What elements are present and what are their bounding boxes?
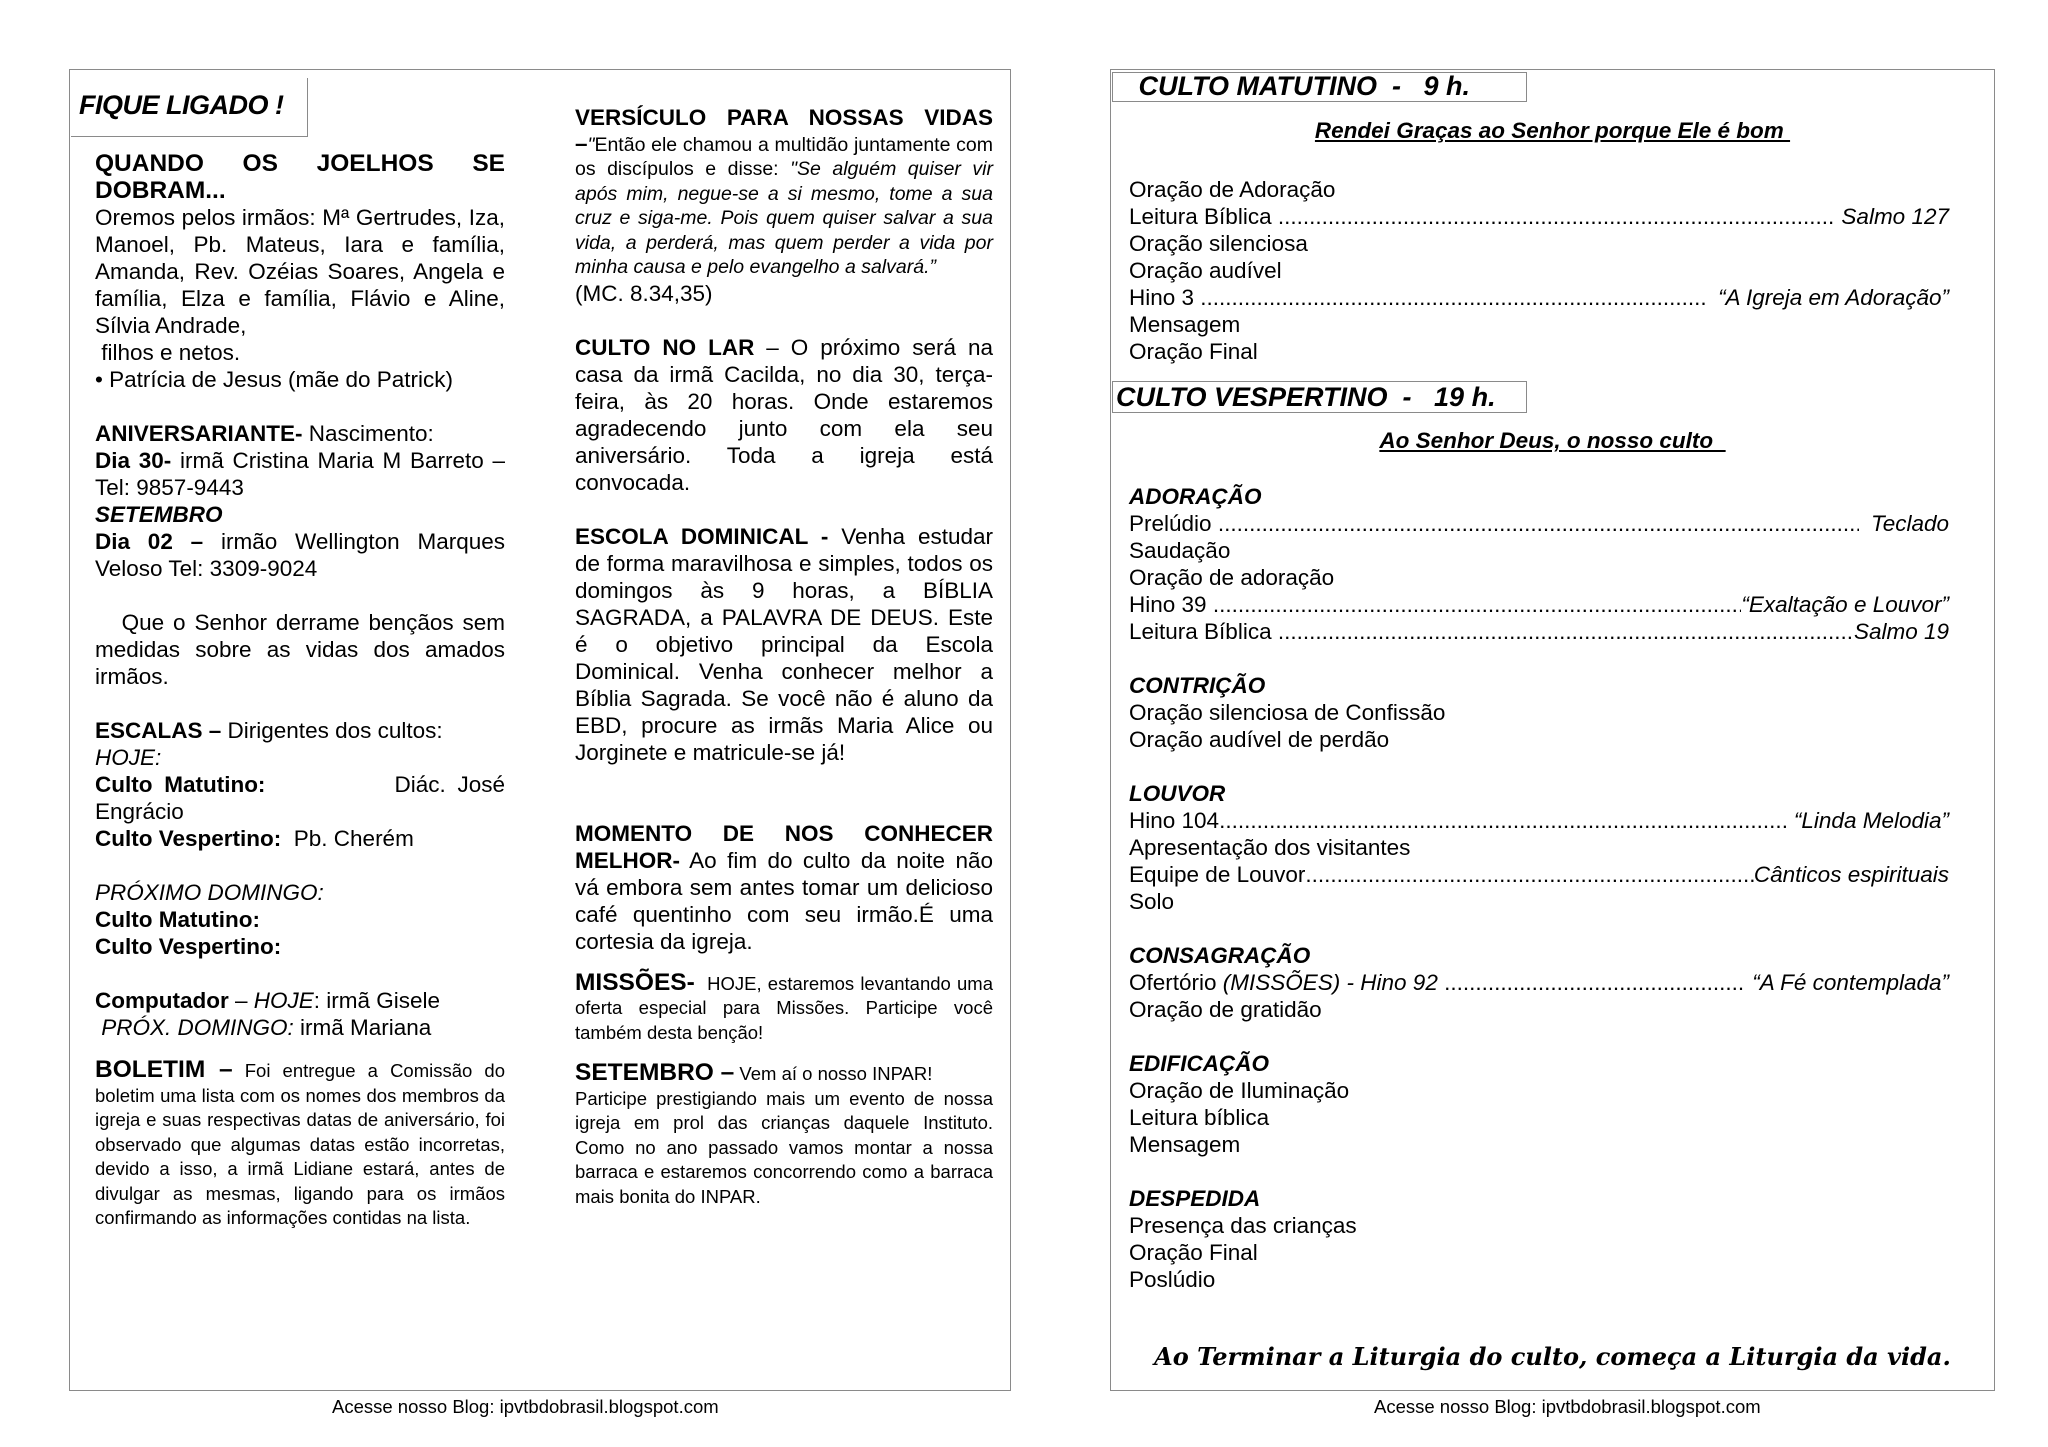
- boletim-block: [95, 1058, 505, 1231]
- boletim-text: Foi entregue a Comissão do boletim uma lista com os nomes dos membros da igreja e suas respectivas datas de aniversário, foi observado que algumas datas estão incorretas, devido a isso, a irmã Lidiane estará, antes de divulgar as mesmas, ligando para os irmãos confirmando as informações contidas na lista.: [95, 1060, 506, 1228]
- matutino-value: Diác. José Engrácio: [95, 772, 506, 824]
- dot-leader: [1200, 284, 1705, 311]
- dot-leader: [1444, 969, 1746, 996]
- closing-phrase: Ao Terminar a Liturgia do culto, começa a Liturgia da vida.: [1154, 1342, 1951, 1371]
- vespertino-item: Oração Final: [1129, 1240, 1258, 1265]
- item-lead: Equipe de Louvor: [1129, 862, 1306, 887]
- prox-vespertino: Culto Vespertino:: [95, 934, 282, 959]
- vespertino-item: Oração de adoração: [1129, 565, 1335, 590]
- dia30-text: irmã Cristina Maria M Barreto – Tel: 9857-9443: [95, 448, 505, 500]
- item-lead-italic: (MISSÕES) - Hino 92: [1222, 970, 1445, 995]
- section-title-contrição: CONTRIÇÃO: [1129, 673, 1266, 698]
- escalas-block: [95, 717, 505, 744]
- blessing-text: Que o Senhor derrame bençãos sem medidas sobre as vidas dos amados irmãos.: [95, 610, 518, 689]
- escalas-hoje: HOJE:: [95, 745, 162, 770]
- section-title-consagração: CONSAGRAÇÃO: [1129, 943, 1311, 968]
- vespertino-item: Mensagem: [1129, 1132, 1241, 1157]
- matutino-list: [1129, 176, 1949, 365]
- right-footer: Acesse nosso Blog: ipvtbdobrasil.blogspot.com: [1374, 1396, 1761, 1417]
- vespertino-item: Solo: [1129, 889, 1175, 914]
- culto-lar-block: [575, 334, 993, 496]
- left-column: [95, 150, 518, 1231]
- dia02-text: irmão Wellington Marques Veloso Tel: 3309-9024: [95, 529, 505, 581]
- item-value: Salmo 19: [1853, 619, 1949, 644]
- vespertino-theme: Ao Senhor Deus, o nosso culto: [1379, 428, 1726, 453]
- vespertino-item-dotted: [1129, 510, 1949, 537]
- joelhos-text: Oremos pelos irmãos: Mª Gertrudes, Iza, Manoel, Pb. Mateus, Iara e família, Amanda, Rev. Ozéias Soares, Angela e família, Elza e família, Flávio e Aline, Sílvia Andrade,: [95, 205, 505, 338]
- vespertino-item-dotted: [1129, 591, 1949, 618]
- vespertino-item-dotted: [1129, 618, 1949, 645]
- versiculo-quote-mark: ": [587, 133, 595, 156]
- item-value: Salmo 127: [1835, 204, 1949, 229]
- aniversariante-heading: ANIVERSARIANTE-: [95, 421, 303, 446]
- vespertino-list: [1129, 483, 1949, 1293]
- matutino-item: Oração Final: [1129, 339, 1258, 364]
- escola-block: [575, 523, 993, 766]
- item-lead: Prelúdio: [1129, 511, 1218, 536]
- dot-leader: [1278, 203, 1835, 230]
- matutino-item: Oração de Adoração: [1129, 177, 1336, 202]
- joelhos-text-2: filhos e netos.: [95, 340, 241, 365]
- item-lead: Ofertório: [1129, 970, 1223, 995]
- missoes-block: [575, 968, 999, 1046]
- dot-leader: [1219, 807, 1788, 834]
- escalas-heading-rest: Dirigentes dos cultos:: [221, 718, 443, 743]
- versiculo-block: [575, 106, 993, 280]
- item-lead: Leitura Bíblica: [1129, 204, 1278, 229]
- vespertino-item: Oração audível de perdão: [1129, 727, 1390, 752]
- setembro-label: SETEMBRO: [95, 502, 223, 527]
- momento-block: [575, 820, 993, 955]
- center-column: [575, 105, 999, 1209]
- missoes-heading: MISSÕES-: [575, 968, 695, 996]
- section-title-louvor: LOUVOR: [1129, 781, 1226, 806]
- matutino-theme: Rendei Graças ao Senhor porque Ele é bom: [1314, 118, 1791, 143]
- joelhos-bullet: • Patrícia de Jesus (mãe do Patrick): [95, 367, 454, 392]
- joelhos-heading: QUANDO OS JOELHOS SE DOBRAM...: [95, 150, 505, 204]
- computador-prox-value: irmã Mariana: [293, 1015, 432, 1040]
- matutino-item: Mensagem: [1129, 312, 1241, 337]
- vespertino-item: Saudação: [1129, 538, 1231, 563]
- item-value: “A Fé contemplada”: [1745, 970, 1949, 995]
- left-footer: Acesse nosso Blog: ipvtbdobrasil.blogspot.com: [332, 1396, 719, 1417]
- item-lead: Hino 39: [1129, 592, 1213, 617]
- escalas-heading: ESCALAS –: [95, 718, 222, 743]
- escola-text: Venha estudar de forma maravilhosa e simples, todos os domingos às 9 horas, a BÍBLIA SAGRADA, a PALAVRA DE DEUS. Este é o objetivo principal da Escola Dominical. Venha conhecer melhor a Bíblia Sagrada. Se você não é aluno da EBD, procure as irmãs Maria Alice ou Jorginete e matricule-se já!: [575, 523, 993, 765]
- escalas-vespertino: [95, 825, 505, 852]
- dot-leader: [1305, 861, 1754, 888]
- section-title-despedida: DESPEDIDA: [1129, 1186, 1261, 1211]
- vespertino-item: Apresentação dos visitantes: [1129, 835, 1411, 860]
- aniversariante-block: [95, 420, 505, 447]
- proximo-domingo: PRÓXIMO DOMINGO:: [95, 880, 324, 905]
- dot-leader: [1278, 618, 1854, 645]
- fique-ligado-title: FIQUE LIGADO !: [79, 90, 284, 120]
- item-value: “Linda Melodia”: [1787, 808, 1949, 833]
- computador-dash: –: [228, 988, 254, 1013]
- setembro-text-2: Participe prestigiando mais um evento de nossa igreja em prol das crianças daquele Instituto. Como no ano passado vamos montar a nossa barraca e estaremos concorrendo como a barraca mais bonita do INPAR.: [575, 1087, 993, 1207]
- versiculo-intro: Então ele chamou a multidão juntamente com os discípulos e disse:: [575, 133, 993, 180]
- vespertino-item-dotted: [1129, 861, 1949, 888]
- dia30-label: Dia 30-: [95, 448, 172, 473]
- item-value: “Exaltação e Louvor”: [1741, 592, 1949, 617]
- aniversariante-dia02: [95, 528, 505, 582]
- right-page-frame: [1110, 69, 1995, 1391]
- vespertino-item: Oração de gratidão: [1129, 997, 1322, 1022]
- vespertino-item: Leitura bíblica: [1129, 1105, 1270, 1130]
- momento-heading: MOMENTO DE NOS CONHECER MELHOR-: [575, 820, 993, 873]
- aniversariante-heading-rest: Nascimento:: [302, 421, 434, 446]
- vespertino-item: Oração de Iluminação: [1129, 1078, 1350, 1103]
- computador-label: Computador: [95, 988, 229, 1013]
- section-title-edificação: EDIFICAÇÃO: [1129, 1051, 1269, 1076]
- computador-hoje-value: : irmã Gisele: [313, 988, 441, 1013]
- left-page-frame: [69, 69, 1011, 1391]
- matutino-item-dotted: [1129, 284, 1949, 311]
- fique-ligado-tab: [71, 78, 308, 137]
- section-title-adoração: ADORAÇÃO: [1129, 484, 1262, 509]
- prox-matutino: Culto Matutino:: [95, 907, 260, 932]
- momento-text: Ao fim do culto da noite não vá embora sem antes tomar um delicioso café quentinho com seu irmão.É uma cortesia da igreja.: [575, 847, 993, 954]
- versiculo-heading: VERSÍCULO PARA NOSSAS VIDAS –: [575, 105, 993, 156]
- aniversariante-dia30: [95, 447, 505, 501]
- dia02-label: Dia 02 –: [95, 529, 204, 554]
- vespertino-item: Presença das crianças: [1129, 1213, 1357, 1238]
- vespertino-label: Culto Vespertino:: [95, 826, 282, 851]
- setembro-text-1: Vem aí o nosso INPAR!: [734, 1063, 933, 1084]
- item-value: Teclado: [1858, 511, 1949, 536]
- computador-prox-line: [95, 1014, 505, 1041]
- item-lead: Leitura Bíblica: [1129, 619, 1278, 644]
- setembro-heading: SETEMBRO –: [575, 1059, 735, 1086]
- vespertino-item-dotted: [1129, 969, 1949, 996]
- item-lead: Hino 3: [1129, 285, 1201, 310]
- matutino-header: CULTO MATUTINO - 9 h.: [1112, 72, 1527, 102]
- vespertino-item: Poslúdio: [1129, 1267, 1216, 1292]
- versiculo-ref: (MC. 8.34,35): [575, 280, 713, 306]
- dot-leader: [1213, 591, 1742, 618]
- item-value: Cânticos espirituais: [1753, 862, 1949, 887]
- computador-line: [95, 987, 505, 1014]
- escola-heading: ESCOLA DOMINICAL -: [575, 523, 829, 549]
- matutino-item-dotted: [1129, 203, 1949, 230]
- vespertino-item-dotted: [1129, 807, 1949, 834]
- versiculo-verse: "Se alguém quiser vir após mim, negue-se a si mesmo, tome a sua cruz e siga-me. Pois quem quiser salvar a sua vida, a perderá, mas quem perder a vida por minha causa e pelo evangelho a salvará.”: [575, 158, 993, 278]
- item-lead: Hino 104: [1129, 808, 1220, 833]
- matutino-label: Culto Matutino:: [95, 772, 266, 797]
- computador-hoje: HOJE: [253, 988, 314, 1013]
- culto-lar-heading: CULTO NO LAR: [575, 334, 755, 360]
- item-value: “A Igreja em Adoração”: [1705, 285, 1949, 310]
- culto-lar-text: – O próximo será na casa da irmã Cacilda, no dia 30, terça-feira, às 20 horas. Onde estaremos agradecendo junto com ela seu aniversário. Toda a igreja está convocada.: [575, 334, 994, 495]
- missoes-text: HOJE, estaremos levantando uma oferta especial para Missões. Participe você também desta benção!: [575, 972, 999, 1043]
- vespertino-value: Pb. Cherém: [281, 826, 414, 851]
- escalas-matutino: [95, 771, 505, 825]
- computador-prox: PRÓX. DOMINGO:: [95, 1015, 294, 1040]
- dot-leader: [1218, 510, 1859, 537]
- matutino-item: Oração audível: [1129, 258, 1282, 283]
- vespertino-header: CULTO VESPERTINO - 19 h.: [1112, 381, 1527, 413]
- setembro-block: [575, 1061, 993, 1087]
- vespertino-item: Oração silenciosa de Confissão: [1129, 700, 1446, 725]
- boletim-heading: BOLETIM –: [95, 1056, 233, 1083]
- matutino-item: Oração silenciosa: [1129, 231, 1308, 256]
